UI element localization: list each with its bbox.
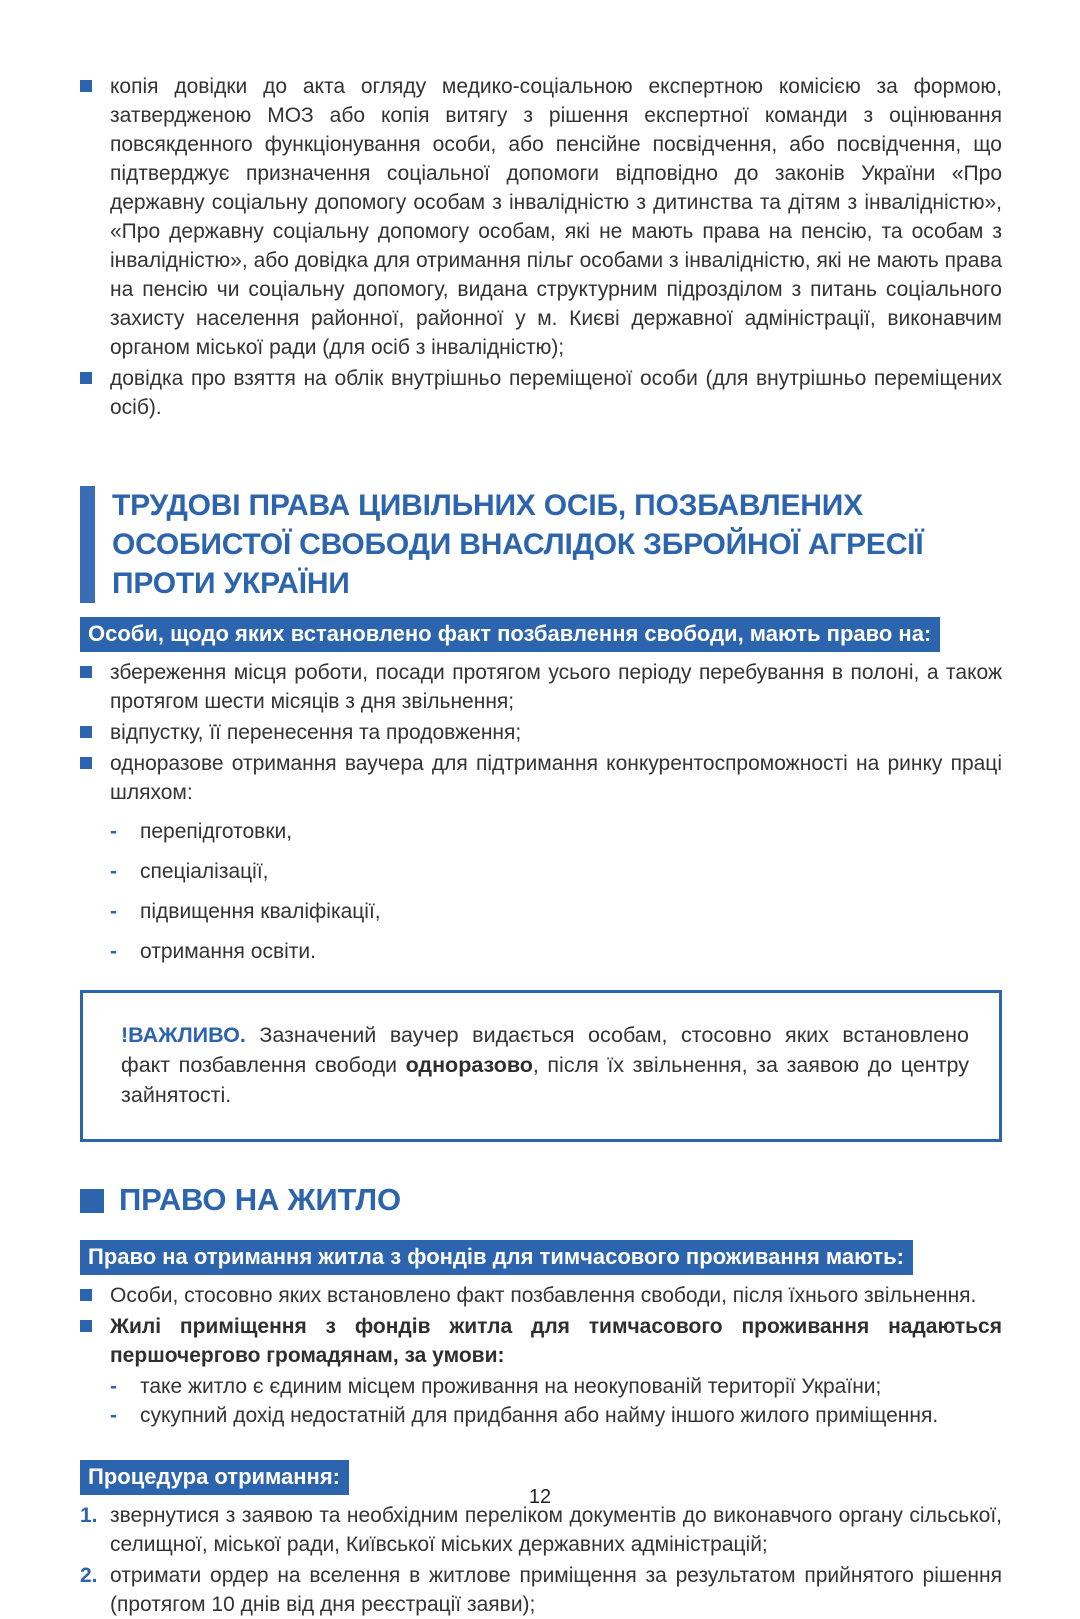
item-number: 1. [80,1504,98,1527]
list-item [80,72,1002,362]
dash-icon: - [110,940,117,963]
dash-icon: - [110,900,117,923]
bullet-square-icon [80,372,92,384]
bullet-square-icon [80,666,92,678]
dash-icon: - [110,1404,117,1427]
list-item [80,364,1002,422]
list-item-text: Особи, стосовно яких встановлено факт позбавлення свободи, після їхнього звільнення. [110,1284,977,1307]
bullet-square-icon [80,1289,92,1301]
sub-list-item-text: таке житло є єдиним місцем проживання на неокупованій території України; [140,1375,882,1398]
bullet-square-icon [80,1320,92,1332]
heading-square-icon [80,1189,104,1213]
sub-list-item-text: спеціалізації, [140,860,269,883]
important-text-after: , після їх звільнення, за заявою до центру зайнятості. [121,1053,969,1107]
sub-list-item [110,1372,1002,1401]
dash-icon: - [110,820,117,843]
sub-list-item-text: отримання освіти. [140,940,316,963]
numbered-item-text: отримати ордер на вселення в житлове приміщення за результатом прийнятого рішення (протягом 10 днів від дня реєстрації заяви); [110,1564,1002,1616]
subheading-bar-rights: Особи, щодо яких встановлено факт позбавлення свободи, мають право на: [80,617,940,652]
labor-rights-bullet-list [80,658,1002,966]
procedure-label-bar: Процедура отримання: [80,1460,349,1495]
section-heading-labor-rights [80,486,1002,603]
intro-bullet-list [80,72,1002,422]
important-label: !ВАЖЛИВО. [121,1023,246,1047]
numbered-item-text: звернутися з заявою та необхідним переліком документів до виконавчого органу сільської, селищної, міської ради, Київської міських державних адміністрацій; [110,1504,1002,1556]
sub-list-item [110,857,1002,886]
sub-list-item-text: сукупний дохід недостатній для придбання або найму іншого жилого приміщення. [140,1404,939,1427]
list-item [80,718,1002,747]
numbered-item [80,1561,1002,1619]
page-number: 12 [528,1486,552,1508]
list-item [80,1312,1002,1370]
sub-list-item-text: підвищення кваліфікації, [140,900,381,923]
list-item-text: одноразове отримання ваучера для підтримання конкурентоспроможності на ринку праці шляхом: [110,752,1002,804]
bullet-square-icon [80,80,92,92]
item-number: 2. [80,1564,98,1587]
sub-list-item-text: перепідготовки, [140,820,293,843]
list-item-text: відпустку, її перенесення та продовження; [110,721,522,744]
list-item [80,658,1002,716]
subheading-bar-housing: Право на отримання житла з фондів для тимчасового проживання мають: [80,1240,913,1275]
important-text-before: Зазначений ваучер видається особам, стосовно яких встановлено факт позбавлення свободи [121,1023,969,1077]
numbered-item [80,1501,1002,1559]
dash-icon: - [110,860,117,883]
section-heading-housing [80,1182,1002,1218]
list-item-text-bold: Жилі приміщення з фондів житла для тимчасового проживання надаються першочергово громадянам, за умови: [110,1315,1002,1367]
procedure-block [80,1460,1002,1619]
sub-list-item [110,897,1002,926]
sub-list-item [110,937,1002,966]
list-item [80,749,1002,807]
bullet-square-icon [80,757,92,769]
sub-list-item [110,817,1002,846]
housing-bullet-list [80,1281,1002,1430]
section-title: ПРАВО НА ЖИТЛО [119,1182,401,1217]
bullet-square-icon [80,726,92,738]
list-item-text: довідка про взяття на облік внутрішньо переміщеної особи (для внутрішньо переміщених осіб). [110,367,1002,419]
list-item-text: копія довідки до акта огляду медико-соціальною експертною комісією за формою, затвердженою МОЗ або копія витягу з рішення експертної команди з оцінювання повсякденного функціонування особи, або пенсійне посвідчення, або посвідчення, що підтверджує призначення соціальної допомоги відповідно до законів України «Про державну соціальну допомогу особам з інвалідністю з дитинства та дітям з інвалідністю», «Про державну соціальну допомогу особам, які не мають права на пенсію, та особам з інвалідністю», або довідка для отримання пільг особами з інвалідністю, які не мають права на пенсію чи соціальну допомогу, видана структурним підрозділом з питань соціального захисту населення районної, районної у м. Києві державної адміністрації, виконавчим органом міської ради (для осіб з інвалідністю); [110,75,1002,359]
important-bold-word: одноразово [405,1053,533,1077]
section-title: ТРУДОВІ ПРАВА ЦИВІЛЬНИХ ОСІБ, ПОЗБАВЛЕНИХ ОСОБИСТОЇ СВОБОДИ ВНАСЛІДОК ЗБРОЙНОЇ АГРЕСІЇ ПРОТИ УКРАЇНИ [112,489,924,600]
heading-accent-bar [80,486,95,603]
important-note-box [80,990,1002,1142]
dash-icon: - [110,1375,117,1398]
list-item-text: збереження місця роботи, посади протягом усього періоду перебування в полоні, а також протягом шести місяців з дня звільнення; [110,661,1002,713]
sub-list-item [110,1401,1002,1430]
list-item [80,1281,1002,1310]
